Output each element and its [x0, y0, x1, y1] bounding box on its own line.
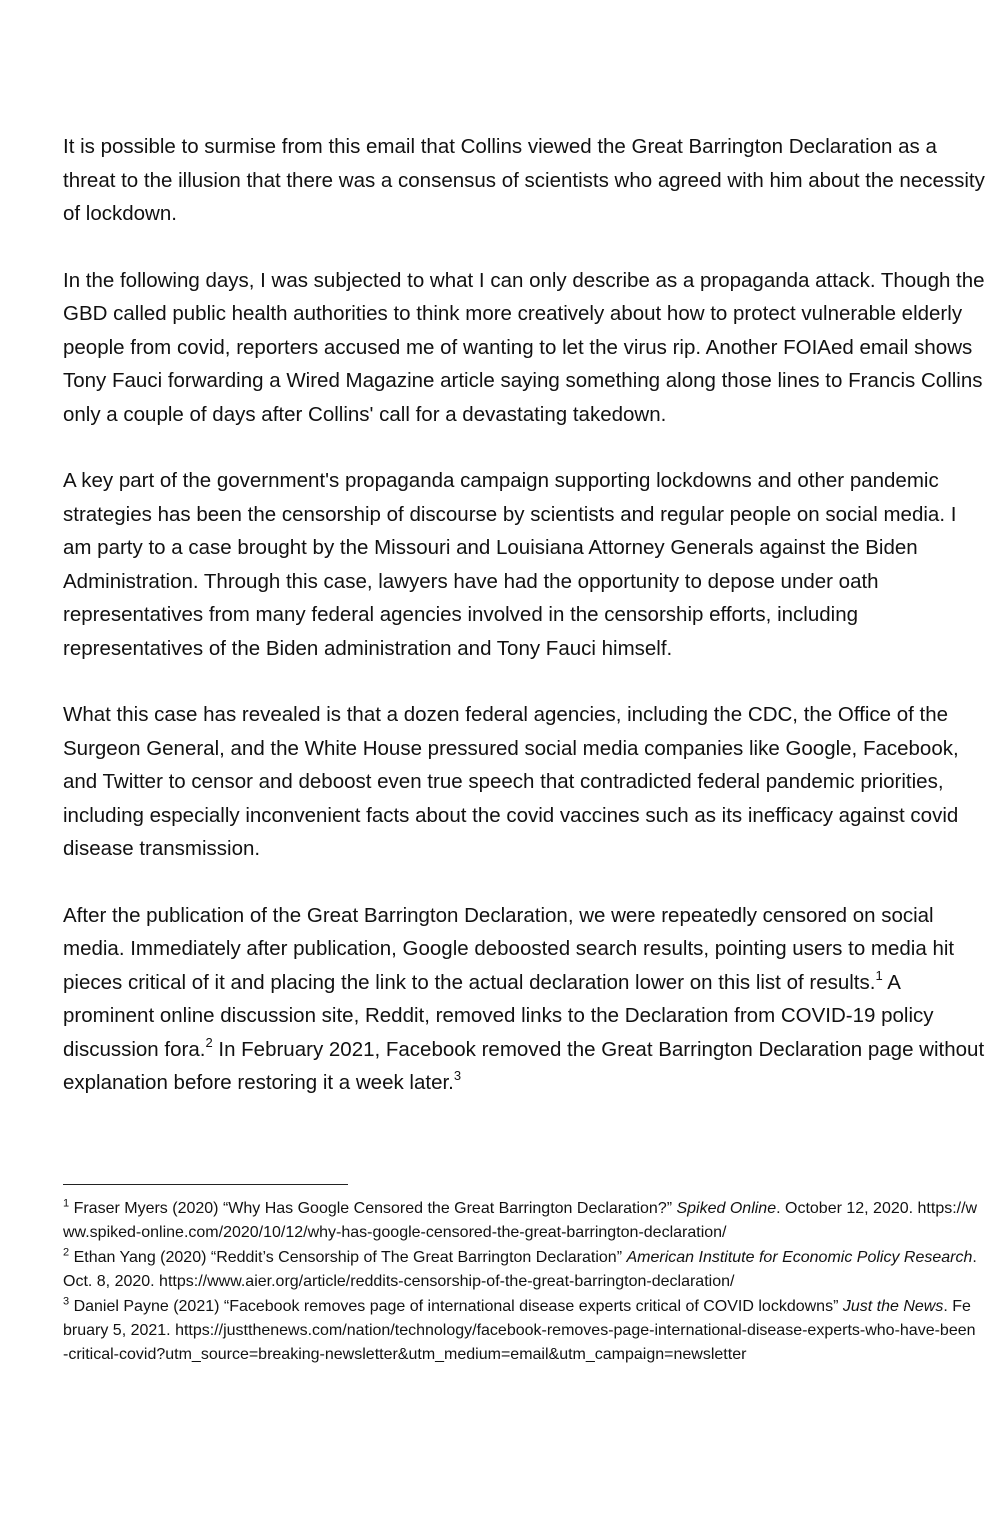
footnote-citation: Daniel Payne (2021) “Facebook removes page of international disease experts critical of COVID lockdowns”	[69, 1297, 843, 1315]
footnote-citation: Fraser Myers (2020) “Why Has Google Censored the Great Barrington Declaration?”	[69, 1200, 677, 1217]
paragraph-gbd-censored	[63, 899, 985, 1100]
footnote-source: Just the News	[842, 1297, 944, 1315]
footnote-ref-3[interactable]: 3	[453, 1068, 462, 1084]
footnote-separator	[63, 1184, 348, 1185]
footnote-source: American Institute for Economic Policy Research	[626, 1248, 973, 1266]
footnote-2	[63, 1246, 978, 1295]
paragraph-email-surmise: It is possible to surmise from this email that Collins viewed the Great Barrington Declaration as a threat to the illusion that there was a consensus of scientists who agreed with him about the necessity of lockdown.	[63, 135, 985, 225]
footnote-3	[63, 1295, 978, 1368]
footnotes	[63, 1197, 978, 1368]
footnote-link[interactable]: . October 12, 2020. https://www.spiked-online.com/2020/10/12/why-has-google-censored-the-great-barrington-declaration/	[63, 1200, 978, 1242]
paragraph-gbd-text-1: After the publication of the Great Barrington Declaration, we were repeatedly censored on social media. Immediately after publication, Google deboosted search results, pointing users to media hit pieces critical of it and placing the link to the actual declaration lower on this list of results.	[63, 903, 955, 994]
footnote-number: 1	[63, 1197, 70, 1210]
footnote-link[interactable]: . Oct. 8, 2020. https://www.aier.org/article/reddits-censorship-of-the-great-barrington-declaration/	[63, 1248, 977, 1291]
footnote-source: Spiked Online	[676, 1200, 777, 1217]
paragraph-gbd-text-3: In February 2021, Facebook removed the Great Barrington Declaration page without explanation before restoring it a week later.	[63, 1037, 985, 1094]
footnote-ref-1[interactable]: 1	[875, 967, 883, 983]
paragraph-gbd-text-2: A prominent online discussion site, Reddit, removed links to the Declaration from COVID-19 policy discussion fora.	[63, 970, 934, 1061]
footnote-ref-2[interactable]: 2	[205, 1034, 213, 1050]
paragraph-case-revealed: What this case has revealed is that a dozen federal agencies, including the CDC, the Office of the Surgeon General, and the White House pressured social media companies like Google, Facebook, and Twitter to censor and deboost even true speech that contradicted federal pandemic priorities, including especially inconvenient facts about the covid vaccines such as its inefficacy against covid disease transmission.	[63, 703, 959, 860]
footnote-citation: Ethan Yang (2020) “Reddit’s Censorship of The Great Barrington Declaration”	[69, 1248, 627, 1266]
paragraph-censorship-case: A key part of the government's propaganda campaign supporting lockdowns and other pandemic strategies has been the censorship of discourse by scientists and regular people on social media. I am party to a case brought by the Missouri and Louisiana Attorney Generals against the Biden Administration. Through this case, lawyers have had the opportunity to depose under oath representatives from many federal agencies involved in the censorship efforts, including representatives of the Biden administration and Tony Fauci himself.	[63, 469, 957, 660]
footnote-1	[63, 1197, 978, 1246]
paragraph-propaganda-attack: In the following days, I was subjected to what I can only describe as a propaganda attack. Though the GBD called public health authorities to think more creatively about how to protect vulnerable elderly people from covid, reporters accused me of wanting to let the virus rip. Another FOIAed email shows Tony Fauci forwarding a Wired Magazine article saying something along those lines to Francis Collins only a couple of days after Collins' call for a devastating takedown.	[63, 268, 985, 426]
footnote-link[interactable]: . February 5, 2021. https://justthenews.com/nation/technology/facebook-removes-page-international-disease-experts-who-have-been-critical-covid?utm_source=breaking-newsletter&utm_medium=email&utm_campaign=newsletter	[63, 1297, 976, 1364]
footnote-number: 3	[63, 1295, 70, 1308]
document-body	[63, 130, 985, 1133]
footnote-number: 2	[63, 1246, 70, 1259]
